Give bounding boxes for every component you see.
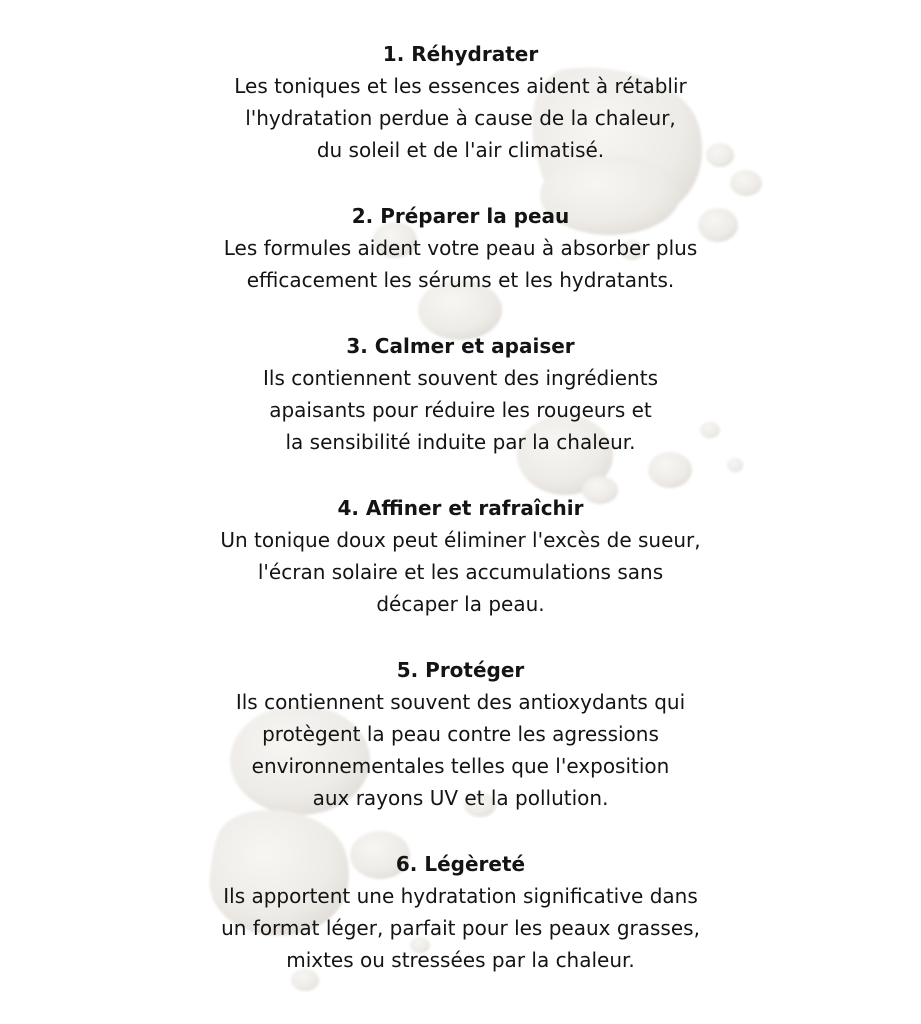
section-title: 3. Calmer et apaiser <box>346 334 575 358</box>
section-title: 1. Réhydrater <box>382 42 539 66</box>
benefits-list <box>0 38 921 1010</box>
benefit-refine-refresh <box>0 492 921 620</box>
section-text-line: la sensibilité induite par la chaleur. <box>285 430 636 454</box>
section-text-line: Ils apportent une hydratation significative dans <box>223 884 698 908</box>
benefit-prepare-skin <box>0 200 921 296</box>
section-title: 5. Protéger <box>396 658 525 682</box>
section-text-line: Un tonique doux peut éliminer l'excès de sueur, <box>220 528 701 552</box>
benefit-rehydrate <box>0 38 921 166</box>
section-title: 6. Légèreté <box>395 852 526 876</box>
section-title: 2. Préparer la peau <box>351 204 570 228</box>
benefit-calm-soothe <box>0 330 921 458</box>
section-text-line: un format léger, parfait pour les peaux grasses, <box>221 916 700 940</box>
section-text-line: du soleil et de l'air climatisé. <box>316 138 605 162</box>
section-text-line: Les formules aident votre peau à absorber plus <box>223 236 698 260</box>
section-title: 4. Affiner et rafraîchir <box>337 496 584 520</box>
section-text-line: efficacement les sérums et les hydratants. <box>246 268 675 292</box>
section-text-line: protègent la peau contre les agressions <box>262 722 659 746</box>
section-text-line: Ils contiennent souvent des antioxydants qui <box>235 690 686 714</box>
benefit-protect <box>0 654 921 814</box>
section-text-line: Les toniques et les essences aident à rétablir <box>234 74 687 98</box>
section-text-line: environnementales telles que l'exposition <box>251 754 670 778</box>
section-text-line: aux rayons UV et la pollution. <box>312 786 609 810</box>
section-text-line: l'écran solaire et les accumulations sans <box>257 560 664 584</box>
section-text-line: mixtes ou stressées par la chaleur. <box>286 948 635 972</box>
benefit-lightness <box>0 848 921 976</box>
section-text-line: apaisants pour réduire les rougeurs et <box>269 398 652 422</box>
section-text-line: l'hydratation perdue à cause de la chaleur, <box>245 106 676 130</box>
section-text-line: décaper la peau. <box>376 592 545 616</box>
section-text-line: Ils contiennent souvent des ingrédients <box>262 366 658 390</box>
